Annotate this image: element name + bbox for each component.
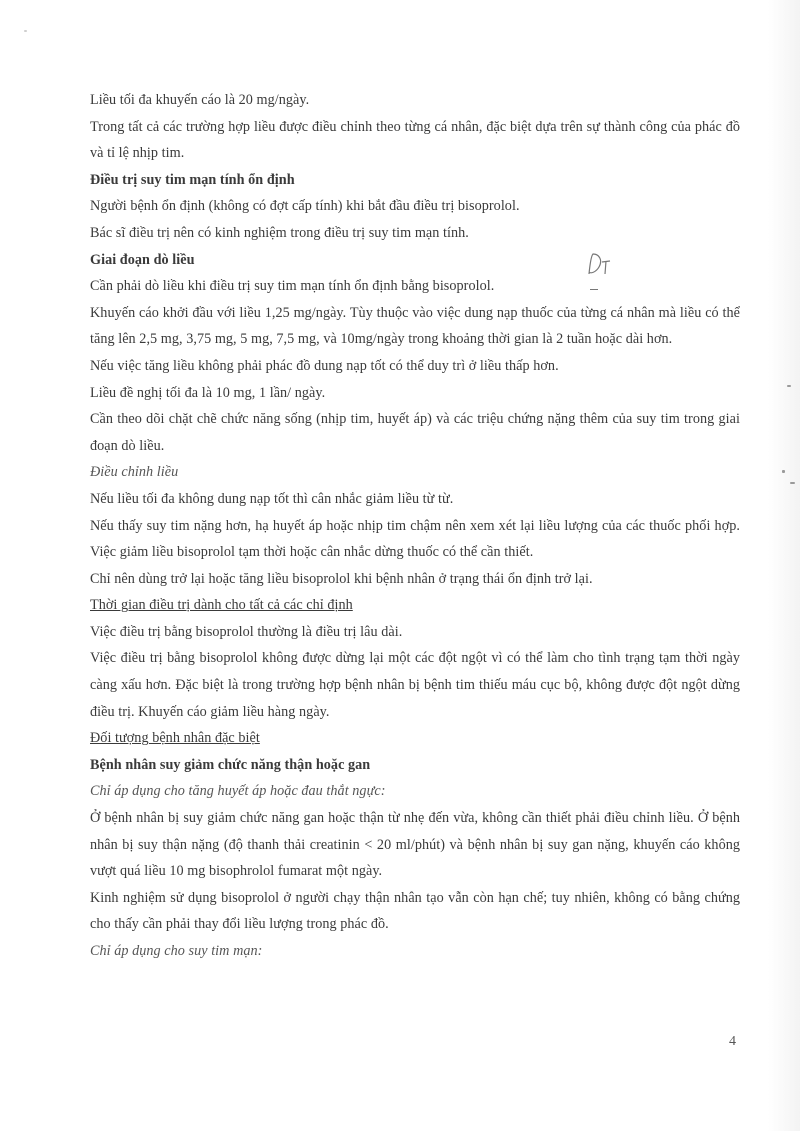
section-heading-titration-phase: Giai đoạn dò liều xyxy=(90,251,195,268)
subheading-hypertension-angina: Chỉ áp dụng cho tăng huyết áp hoặc đau thắt ngực: xyxy=(90,783,386,800)
text-para-monitoring: Cần theo dõi chặt chẽ chức năng sống (nhịp tim, huyết áp) và các triệu chứng nặng thêm của suy tim trong giai đoạn dò liều. xyxy=(90,411,740,454)
text-para-starting-dose: Khuyến cáo khởi đầu với liều 1,25 mg/ngày. Tùy thuộc vào việc dung nạp thuốc của từng cá nhân mà liều có thể tăng lên 2,5 mg, 3,75 mg, 5 mg, 7,5 mg, và 10mg/ngày trong khoảng thời gian là 2 tuần hoặc dài hơn. xyxy=(90,304,740,348)
scan-speck xyxy=(790,482,795,484)
scan-speck xyxy=(787,385,791,387)
text-line-stable-patient: Người bệnh ổn định (không có đợt cấp tính) khi bắt đầu điều trị bisoprolol. xyxy=(90,198,520,215)
text-para-dialysis: Kinh nghiệm sử dụng bisoprolol ở người chạy thận nhân tạo vẫn còn hạn chế; tuy nhiên, không có bằng chứng cho thấy cần phải thay đổi liều lượng trong phác đồ. xyxy=(90,889,740,933)
text-line-doctor-experience: Bác sĩ điều trị nên có kinh nghiệm trong điều trị suy tim mạn tính. xyxy=(90,224,469,241)
text-line-titration-required: Cần phải dò liều khi điều trị suy tim mạn tính ổn định bằng bisoprolol. xyxy=(90,278,495,295)
scan-speck xyxy=(24,30,27,32)
text-para-renal-hepatic-dose: Ở bệnh nhân bị suy giảm chức năng gan hoặc thận từ nhẹ đến vừa, không cần thiết phải điều chỉnh liều. Ở bệnh nhân bị suy thận nặng (độ thanh thải creatinin < 20 ml/phút) và bệnh nhân bị suy gan nặng, khuyến cáo không vượt quá liều 10 mg bisophrolol fumarat một ngày. xyxy=(90,810,740,880)
text-para-no-abrupt-stop: Việc điều trị bằng bisoprolol không được dừng lại một các đột ngột vì có thể làm cho tình trạng tạm thời ngày càng xấu hơn. Đặc biệt là trong trường hợp bệnh nhân bị bệnh tim thiếu máu cục bộ, không được đột ngột dừng điều trị. Khuyến cáo giảm liều hàng ngày. xyxy=(90,650,740,720)
subheading-dose-adjustment: Điều chỉnh liều xyxy=(90,464,179,481)
section-heading-chronic-heart-failure: Điều trị suy tim mạn tính ổn định xyxy=(90,171,295,188)
text-para-dose-adjustment: Trong tất cả các trường hợp liều được điều chỉnh theo từng cá nhân, đặc biệt dựa trên sự thành công của phác đồ và tỉ lệ nhịp tim. xyxy=(90,118,740,162)
text-line-max-dose: Liều tối đa khuyến cáo là 20 mg/ngày. xyxy=(90,92,310,108)
text-para-worsening: Nếu thấy suy tim nặng hơn, hạ huyết áp hoặc nhịp tim chậm nên xem xét lại liều lượng của các thuốc phối hợp. Việc giảm liều bisoprolol tạm thời hoặc cân nhắc dừng thuốc có thể cần thiết. xyxy=(90,517,740,561)
subheading-heart-failure-only: Chỉ áp dụng cho suy tim mạn: xyxy=(90,943,263,959)
text-line-reduce-gradually: Nếu liều tối đa không dung nạp tốt thì cân nhắc giảm liều từ từ. xyxy=(90,490,454,507)
text-line-long-term: Việc điều trị bằng bisoprolol thường là điều trị lâu dài. xyxy=(90,623,403,640)
page-number: 4 xyxy=(729,1034,736,1049)
subheading-renal-hepatic: Bệnh nhân suy giảm chức năng thận hoặc gan xyxy=(90,756,371,773)
section-heading-special-populations: Đối tượng bệnh nhân đặc biệt xyxy=(90,730,260,747)
text-line-lower-dose: Nếu việc tăng liều không phải phác đồ dung nạp tốt có thể duy trì ở liều thấp hơn. xyxy=(90,357,559,374)
scan-speck xyxy=(782,470,785,473)
document-body xyxy=(90,87,740,965)
section-heading-treatment-duration: Thời gian điều trị dành cho tất cả các chỉ định xyxy=(90,597,353,614)
text-line-reinstate: Chỉ nên dùng trở lại hoặc tăng liều bisoprolol khi bệnh nhân ở trạng thái ổn định trở lại. xyxy=(90,570,593,587)
text-line-recommended-max: Liều đề nghị tối đa là 10 mg, 1 lần/ ngày. xyxy=(90,384,326,401)
